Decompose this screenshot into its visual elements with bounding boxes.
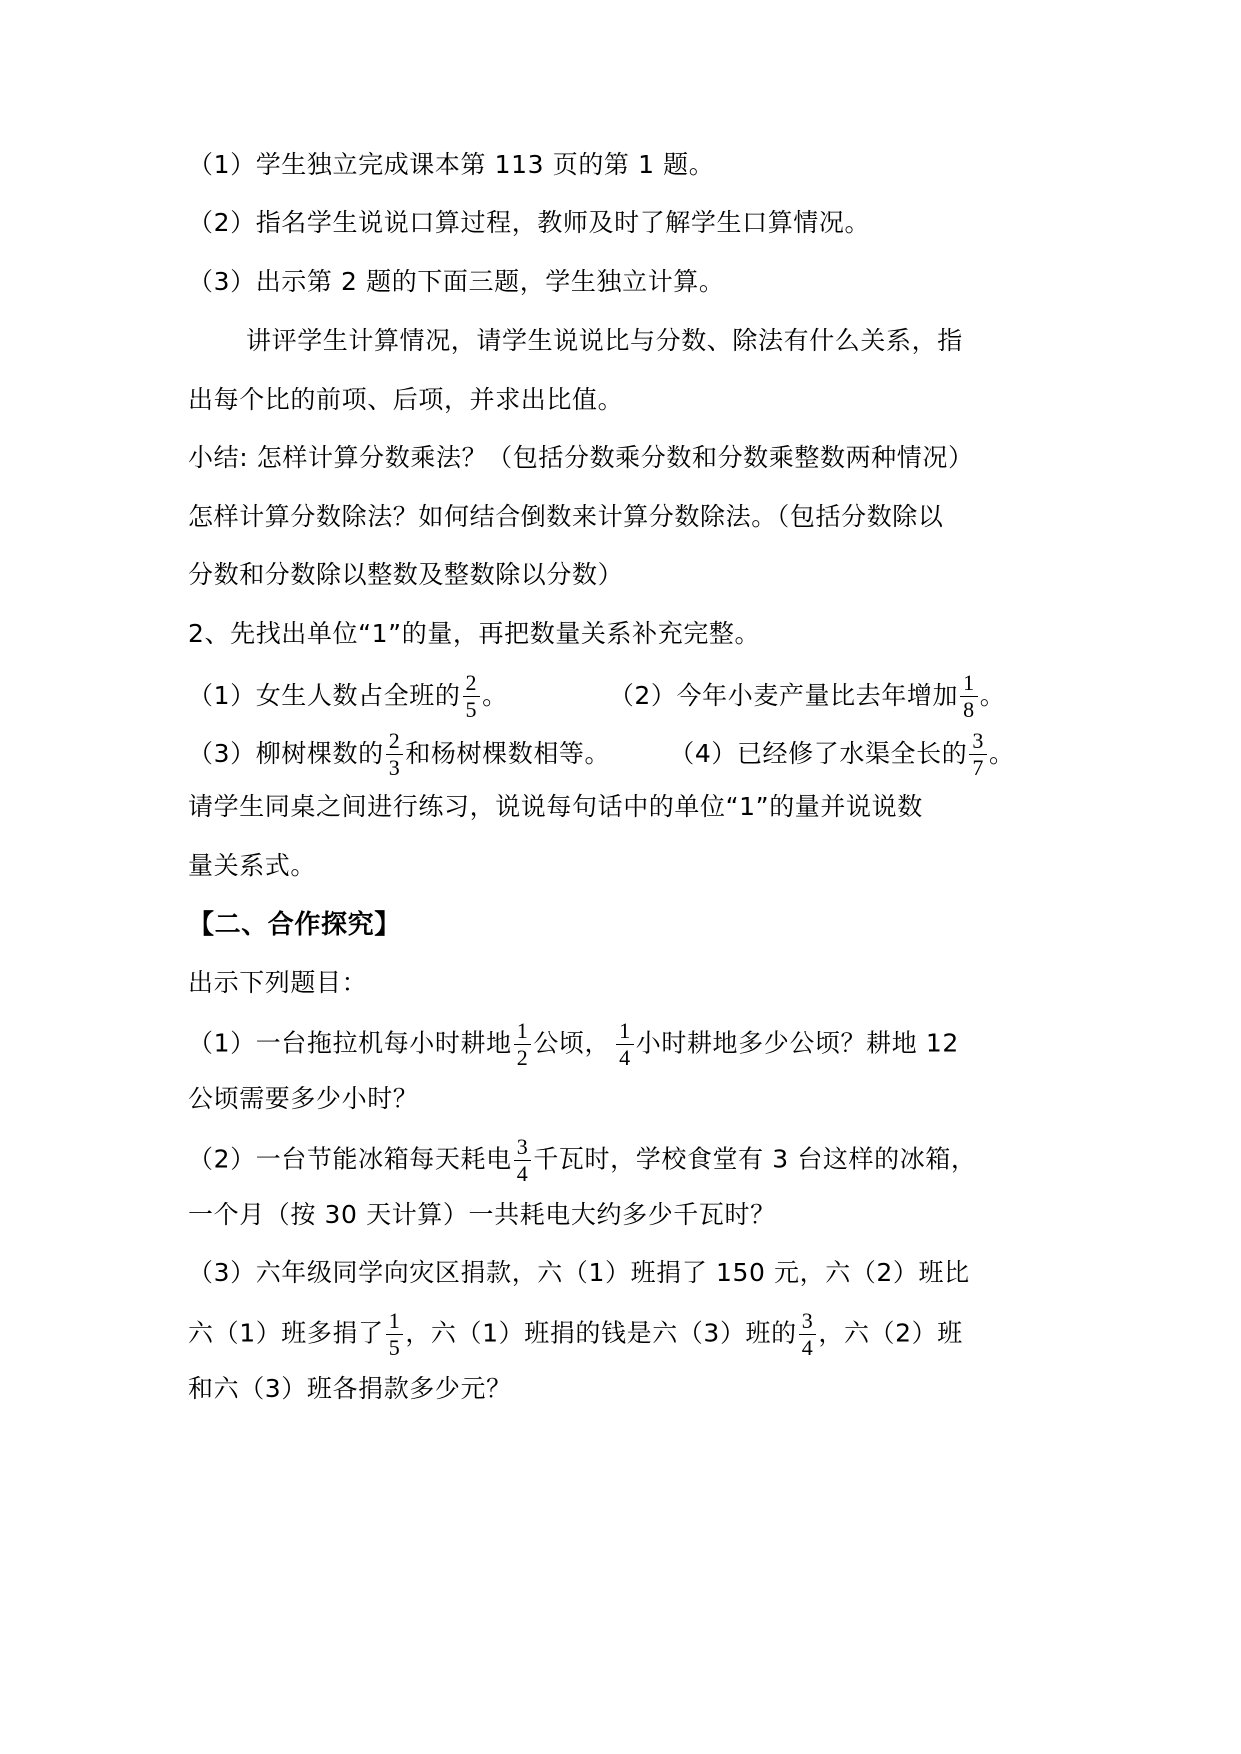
item-2 <box>608 670 1006 722</box>
fraction <box>799 1310 817 1359</box>
numerator: 3 <box>514 1136 532 1161</box>
denominator: 8 <box>963 697 975 722</box>
numerator: 3 <box>799 1310 817 1335</box>
item-3 <box>188 728 619 780</box>
paragraph-summary: 小结: 怎样计算分数乘法？（包括分数乘分数和分数乘整数两种情况） <box>188 443 974 472</box>
question-2-text: （2）一台节能冰箱每天耗电 <box>188 1144 512 1174</box>
denominator: 4 <box>516 1161 529 1186</box>
question-1-line2: 公顷需要多少小时？ <box>188 1084 419 1113</box>
item-2-text: （2）今年小麦产量比去年增加 <box>608 680 959 710</box>
question-3-line3: 和六（3）班各捐款多少元？ <box>188 1374 512 1403</box>
exercise-2-row-1 <box>188 672 1005 721</box>
question-3-line2 <box>188 1310 963 1359</box>
denominator: 4 <box>619 1045 631 1070</box>
item-1-text: （1）女生人数占全班的 <box>188 680 461 710</box>
numerator: 2 <box>463 672 481 697</box>
numerator: 3 <box>969 730 987 755</box>
paragraph-summary-line3: 分数和分数除以整数及整数除以分数） <box>188 560 624 589</box>
numerator: 2 <box>386 730 404 755</box>
fraction <box>386 730 404 779</box>
paragraph-practice-line1: 请学生同桌之间进行练习，说说每句话中的单位“1”的量并说说数 <box>188 792 923 821</box>
question-1-tail: 小时耕地多少公顷？耕地 12 <box>635 1028 959 1058</box>
item-2-tail: 。 <box>979 680 1006 710</box>
paragraph-review-line1: 讲评学生计算情况，请学生说说比与分数、除法有什么关系，指 <box>246 326 963 355</box>
paragraph-summary-line2: 怎样计算分数除法？如何结合倒数来计算分数除法。（包括分数除以 <box>188 502 944 531</box>
fraction <box>969 730 987 779</box>
paragraph-intro: 出示下列题目： <box>188 968 368 997</box>
denominator: 7 <box>972 755 984 780</box>
fraction <box>386 1310 404 1359</box>
question-2-tail: 千瓦时，学校食堂有 3 台这样的冰箱， <box>533 1144 977 1174</box>
question-3-tail: ，六（2）班 <box>818 1318 963 1348</box>
paragraph-task-3: （3）出示第 2 题的下面三题，学生独立计算。 <box>188 267 725 296</box>
fraction <box>514 1136 532 1185</box>
fraction <box>616 1020 634 1069</box>
fraction <box>463 672 481 721</box>
question-3-text: 六（1）班多捐了 <box>188 1318 384 1348</box>
question-2-line2: 一个月（按 30 天计算）一共耗电大约多少千瓦时？ <box>188 1200 776 1229</box>
item-3-tail: 和杨树棵数相等。 <box>405 738 611 768</box>
numerator: 1 <box>616 1020 634 1045</box>
item-4-text: （4）已经修了水渠全长的 <box>669 738 968 768</box>
question-1-mid: 公顷， <box>533 1028 611 1058</box>
item-4 <box>669 728 1015 780</box>
numerator: 1 <box>386 1310 404 1335</box>
question-1-text: （1）一台拖拉机每小时耕地 <box>188 1028 512 1058</box>
paragraph-review-line2: 出每个比的前项、后项，并求出比值。 <box>188 385 624 414</box>
question-2-line1 <box>188 1136 977 1185</box>
denominator: 5 <box>465 697 478 722</box>
item-3-text: （3）柳树棵数的 <box>188 738 384 768</box>
fraction <box>514 1020 532 1069</box>
denominator: 2 <box>516 1045 529 1070</box>
numerator: 1 <box>960 672 978 697</box>
item-4-tail: 。 <box>988 738 1015 768</box>
item-1 <box>188 670 516 722</box>
fraction <box>960 672 978 721</box>
section-heading: 【二、合作探究】 <box>188 910 401 940</box>
numerator: 1 <box>514 1020 532 1045</box>
paragraph-task-1: （1）学生独立完成课本第 113 页的第 1 题。 <box>188 150 715 179</box>
exercise-2-row-2 <box>188 730 1015 779</box>
paragraph-task-2: （2）指名学生说说口算过程，教师及时了解学生口算情况。 <box>188 208 871 237</box>
denominator: 3 <box>388 755 401 780</box>
denominator: 5 <box>388 1335 401 1360</box>
question-3-mid: ，六（1）班捐的钱是六（3）班的 <box>405 1318 797 1348</box>
exercise-2-heading: 2、先找出单位“1”的量，再把数量关系补充完整。 <box>188 619 761 648</box>
paragraph-practice-line2: 量关系式。 <box>188 851 317 880</box>
question-3-line1: （3）六年级同学向灾区捐款，六（1）班捐了 150 元，六（2）班比 <box>188 1258 970 1287</box>
denominator: 4 <box>801 1335 814 1360</box>
item-1-tail: 。 <box>482 680 508 710</box>
question-1-line1 <box>188 1020 959 1069</box>
